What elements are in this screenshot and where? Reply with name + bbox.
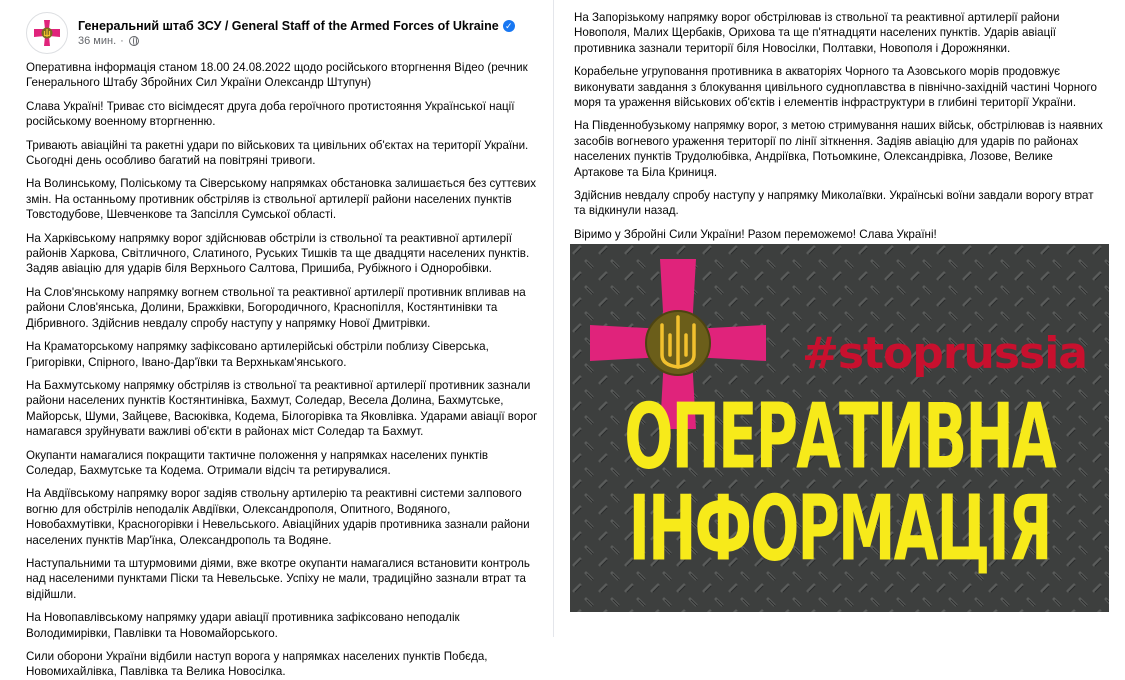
meta-separator: · bbox=[120, 35, 124, 47]
post-paragraph: Оперативна інформація станом 18.00 24.08.2022 щодо російського вторгнення Відео (речник Генерального Штабу Збройних Сил України Олександр Штупун) bbox=[26, 61, 528, 90]
post-paragraph: На Авдіївському напрямку ворог задіяв ствольну артилерію та реактивні системи залпового вогню для обстрілів неподалік Авдіївки, Олександрополя, Опитного, Водяного, Новобахмутівки, Красногорівки і Невельського. Авіаційних ударів противника зазнали райони населених пунктів Мар'їнка, Олександрополь та Водяне. bbox=[26, 487, 530, 547]
post-timestamp[interactable]: 36 мин. bbox=[78, 35, 117, 47]
page-avatar[interactable] bbox=[26, 12, 68, 54]
post-paragraph: Слава Україні! Триває сто вісімдесят друга доба героїчного протистояння Української нації російському военному вторгненню. bbox=[26, 99, 515, 129]
post-header bbox=[12, 0, 553, 60]
post-paragraph: На Волинському, Поліському та Сіверському напрямках обстановка залишається без суттєвих змін. На останньому противник обстріляв із ствольної артилерії райони населених пунктів Товстодубове, Шевченкове та Запсілля Сумської області. bbox=[26, 177, 537, 222]
post-paragraph: Тривають авіаційні та ракетні удари по військових та цивільних об'єктах на території України. Сьогодні день особливо багатий на повітряні тривоги. bbox=[26, 138, 529, 168]
post-paragraph: На Запорізькому напрямку ворог обстрілював із ствольної та реактивної артилерії райони Новополя, Малих Щербаків, Орихова та ще п'ятнадцяти населених пунктів. Ударів авіації противника зазнали території біля Новосілки, Полтавки, Новополя і Дорожнянки. bbox=[574, 11, 1060, 55]
post-paragraph: Корабельне угруповання противника в акваторіях Чорного та Азовського морів продовжує виконувати завдання з блокування цивільного судноплавства в північно-західній частині Чорного моря та ураження військових об'єктів і елементів інфраструктури в глибині території України. bbox=[574, 65, 1097, 110]
post-card-left bbox=[12, 0, 554, 679]
armed-forces-logo-icon bbox=[32, 18, 62, 48]
verified-badge-icon: ✓ bbox=[503, 20, 515, 32]
post-card-right bbox=[560, 0, 1113, 637]
operational-info-banner[interactable] bbox=[570, 244, 1109, 612]
post-paragraph: На Слов'янському напрямку вогнем ствольної та реактивної артилерії противник впливав на райони Слов'янська, Долини, Бражківки, Богородичного, Краснопілля, Костянтинівки та Дібривного. Здійснив невдалу спробу наступу у напрямку Нової Дмитрівки. bbox=[26, 285, 526, 330]
banner-hashtag: #stoprussia bbox=[802, 328, 1087, 379]
globe-icon bbox=[129, 36, 139, 46]
post-paragraph: Здійснив невдалу спробу наступу у напрямку Миколаївки. Українські воїни завдали ворогу втрат та відкинули назад. bbox=[574, 189, 1094, 218]
post-paragraph: На Новопавлівському напрямку удари авіації противника зафіксовано неподалік Володимирівки, Павлівки та Новомайорського. bbox=[26, 611, 460, 640]
post-paragraph: Віримо у Збройні Сили України! Разом переможемо! Слава Україні! bbox=[574, 227, 937, 241]
post-text-left bbox=[12, 60, 553, 680]
page-name-link[interactable]: Генеральний штаб ЗСУ / General Staff of the Armed Forces of Ukraine bbox=[78, 19, 499, 33]
post-paragraph: На Південнобузькому напрямку ворог, з метою стримування наших військ, обстрілював із наявних засобів вогневого ураження території по лінії зіткнення. Задіяв авіацію для ударів по районах населених пунктів Трудолюбівка, Андріївка, Потьомкине, Олександрівка, Лозове, Велике Артакове та Біла Криниця. bbox=[574, 119, 1103, 179]
post-paragraph: Наступальними та штурмовими діями, вже вкотре окупанти намагалися встановити контроль над населеними пунктами Піски та Невельське. Успіху не мали, традиційно зазнали втрат та відійшли. bbox=[26, 556, 530, 601]
banner-title-line2: ІНФОРМАЦІЯ bbox=[628, 476, 1051, 582]
post-paragraph: Сили оборони України відбили наступ ворога у напрямках населених пунктів Побєда, Новомихайлівка, Павлівка та Велика Новосілка. bbox=[26, 650, 488, 679]
post-paragraph: Окупанти намагалися покращити тактичне положення у напрямках населених пунктів Соледар, Бахмутське та Кодема. Отримали відсіч та ретирувалися. bbox=[26, 448, 489, 477]
post-paragraph: На Бахмутському напрямку обстріляв із ствольної та реактивної артилерії противник зазнали райони населених пунктів Костянтинівка, Бахмут, Соледар, Весела Долина, Бахмутське, Майорськ, Шуми, Зайцеве, Васюківка, Кодема, Білогорівка та Яковлівка. Ударами авіації ворог намагався зруйнувати важливі об'єкти в районах міст Соледар та Бахмут. bbox=[26, 378, 538, 439]
post-paragraph: На Краматорському напрямку зафіксовано артилерійські обстріли поблизу Сіверська, Григорівки, Спірного, Івано-Дар'ївки та Верхнькам'янського. bbox=[26, 340, 489, 369]
post-text-right bbox=[560, 0, 1113, 242]
post-paragraph: На Харківському напрямку ворог здійснював обстріли із ствольної та реактивної артилерії районів Харкова, Світличного, Слатиного, Руських Тишків та ще двадцяти населених пунктів. Задяв авіацію для ударів біля Верхнього Салтова, Пришиба, Рубіжного і Одноробівки. bbox=[26, 231, 530, 276]
banner-title-line1: ОПЕРАТИВНА bbox=[624, 384, 1055, 490]
